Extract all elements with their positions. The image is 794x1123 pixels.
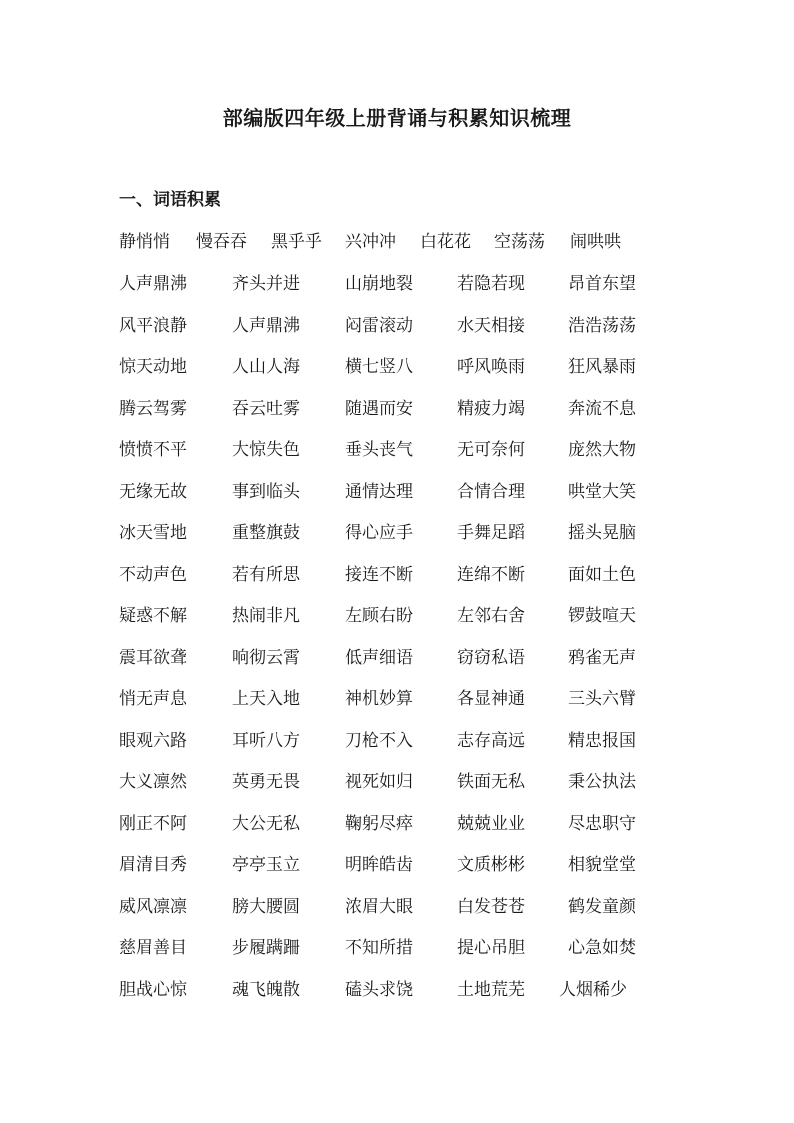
idiom: 吞云吐雾 <box>232 398 300 419</box>
idiom: 得心应手 <box>345 523 413 543</box>
word: 黑乎乎 <box>271 232 322 252</box>
document-title: 部编版四年级上册背诵与积累知识梳理 <box>222 106 572 130</box>
idiom-row <box>119 521 679 563</box>
idiom: 垂头丧气 <box>345 440 413 460</box>
idiom-row <box>119 936 679 978</box>
word: 兴冲冲 <box>345 232 396 252</box>
idiom: 悄无声息 <box>119 689 187 709</box>
idiom: 面如土色 <box>568 564 636 585</box>
idiom: 水天相接 <box>457 315 525 336</box>
idiom: 疑惑不解 <box>119 606 187 626</box>
idiom: 英勇无畏 <box>232 772 300 792</box>
idiom: 鸦雀无声 <box>568 647 636 668</box>
idiom: 山崩地裂 <box>345 274 413 294</box>
idiom-row <box>119 355 679 397</box>
idiom: 耳听八方 <box>232 730 300 751</box>
idiom-row <box>119 687 679 729</box>
idiom: 左邻右舍 <box>457 606 525 626</box>
idiom: 精疲力竭 <box>457 398 525 419</box>
idiom: 志存高远 <box>457 730 525 751</box>
idiom-grid <box>119 272 679 1019</box>
idiom: 白发苍苍 <box>457 896 525 917</box>
idiom: 大公无私 <box>232 813 300 834</box>
idiom: 刚正不阿 <box>119 813 187 834</box>
idiom-row <box>119 604 679 646</box>
idiom: 若隐若现 <box>457 274 525 294</box>
idiom: 愤愤不平 <box>119 440 187 460</box>
idiom: 尽忠职守 <box>568 813 636 834</box>
idiom: 冰天雪地 <box>119 523 187 543</box>
idiom: 鞠躬尽瘁 <box>345 813 413 834</box>
idiom-row <box>119 563 679 605</box>
idiom: 膀大腰圆 <box>232 896 300 917</box>
idiom: 接连不断 <box>345 564 413 585</box>
idiom: 响彻云霄 <box>232 647 300 668</box>
idiom: 兢兢业业 <box>457 813 525 834</box>
idiom-row <box>119 729 679 771</box>
idiom: 步履蹒跚 <box>232 938 300 958</box>
idiom: 不知所措 <box>345 938 413 958</box>
idiom: 连绵不断 <box>457 564 525 585</box>
idiom-row <box>119 853 679 895</box>
idiom: 铁面无私 <box>457 772 525 792</box>
idiom: 刀枪不入 <box>345 730 413 751</box>
idiom: 相貌堂堂 <box>568 855 636 875</box>
idiom: 惊天动地 <box>119 357 187 377</box>
idiom: 合情合理 <box>457 481 525 502</box>
idiom: 各显神通 <box>457 689 525 709</box>
idiom: 摇头晃脑 <box>568 523 636 543</box>
idiom: 文质彬彬 <box>457 855 525 875</box>
idiom: 通情达理 <box>345 481 413 502</box>
idiom: 土地荒芜 <box>457 979 525 1000</box>
idiom: 左顾右盼 <box>345 606 413 626</box>
word: 慢吞吞 <box>196 232 247 252</box>
idiom: 慈眉善目 <box>119 938 187 958</box>
word: 白花花 <box>420 232 471 252</box>
idiom: 眉清目秀 <box>119 855 187 875</box>
idiom: 不动声色 <box>119 564 187 585</box>
idiom-row <box>119 480 679 522</box>
word: 闹哄哄 <box>570 232 621 252</box>
idiom: 提心吊胆 <box>457 938 525 958</box>
idiom: 神机妙算 <box>345 689 413 709</box>
idiom: 魂飞魄散 <box>232 979 300 1000</box>
idiom: 庞然大物 <box>568 440 636 460</box>
idiom: 秉公执法 <box>568 772 636 792</box>
idiom: 精忠报国 <box>568 730 636 751</box>
idiom: 人声鼎沸 <box>119 274 187 294</box>
idiom-row <box>119 812 679 854</box>
idiom: 狂风暴雨 <box>568 357 636 377</box>
idiom: 低声细语 <box>345 647 413 668</box>
idiom: 威风凛凛 <box>119 896 187 917</box>
idiom-row <box>119 770 679 812</box>
idiom: 窃窃私语 <box>457 647 525 668</box>
idiom: 热闹非凡 <box>232 606 300 626</box>
idiom: 昂首东望 <box>568 274 636 294</box>
idiom: 眼观六路 <box>119 730 187 751</box>
idiom: 若有所思 <box>232 564 300 585</box>
idiom-row <box>119 397 679 439</box>
idiom: 无可奈何 <box>457 440 525 460</box>
idiom: 齐头并进 <box>232 274 300 294</box>
word: 空荡荡 <box>494 232 545 252</box>
idiom: 横七竖八 <box>345 357 413 377</box>
idiom: 浓眉大眼 <box>345 896 413 917</box>
idiom: 鹤发童颜 <box>568 896 636 917</box>
idiom: 三头六臂 <box>568 689 636 709</box>
reduplicated-words-line <box>119 230 679 254</box>
idiom: 磕头求饶 <box>345 979 413 1000</box>
idiom-row <box>119 272 679 314</box>
idiom: 亭亭玉立 <box>232 855 300 875</box>
word: 静悄悄 <box>119 232 170 252</box>
idiom-row <box>119 895 679 937</box>
idiom: 心急如焚 <box>568 938 636 958</box>
idiom: 闷雷滚动 <box>345 315 413 336</box>
idiom: 浩浩荡荡 <box>568 315 636 336</box>
idiom: 随遇而安 <box>345 398 413 419</box>
section-heading: 一、词语积累 <box>119 190 221 210</box>
idiom: 风平浪静 <box>119 315 187 336</box>
idiom: 重整旗鼓 <box>232 523 300 543</box>
idiom: 呼风唤雨 <box>457 357 525 377</box>
idiom-row <box>119 438 679 480</box>
idiom-row <box>119 978 679 1020</box>
idiom: 哄堂大笑 <box>568 481 636 502</box>
idiom: 锣鼓喧天 <box>568 606 636 626</box>
idiom: 上天入地 <box>232 689 300 709</box>
idiom: 胆战心惊 <box>119 979 187 1000</box>
idiom: 人声鼎沸 <box>232 315 300 336</box>
idiom: 人烟稀少 <box>559 979 627 1000</box>
idiom: 大义凛然 <box>119 772 187 792</box>
idiom: 视死如归 <box>345 772 413 792</box>
idiom: 人山人海 <box>232 357 300 377</box>
idiom-row <box>119 646 679 688</box>
idiom-row <box>119 314 679 356</box>
idiom: 震耳欲聋 <box>119 647 187 668</box>
idiom: 明眸皓齿 <box>345 855 413 875</box>
idiom: 腾云驾雾 <box>119 398 187 419</box>
idiom: 奔流不息 <box>568 398 636 419</box>
idiom: 大惊失色 <box>232 440 300 460</box>
idiom: 事到临头 <box>232 481 300 502</box>
idiom: 无缘无故 <box>119 481 187 502</box>
idiom: 手舞足蹈 <box>457 523 525 543</box>
